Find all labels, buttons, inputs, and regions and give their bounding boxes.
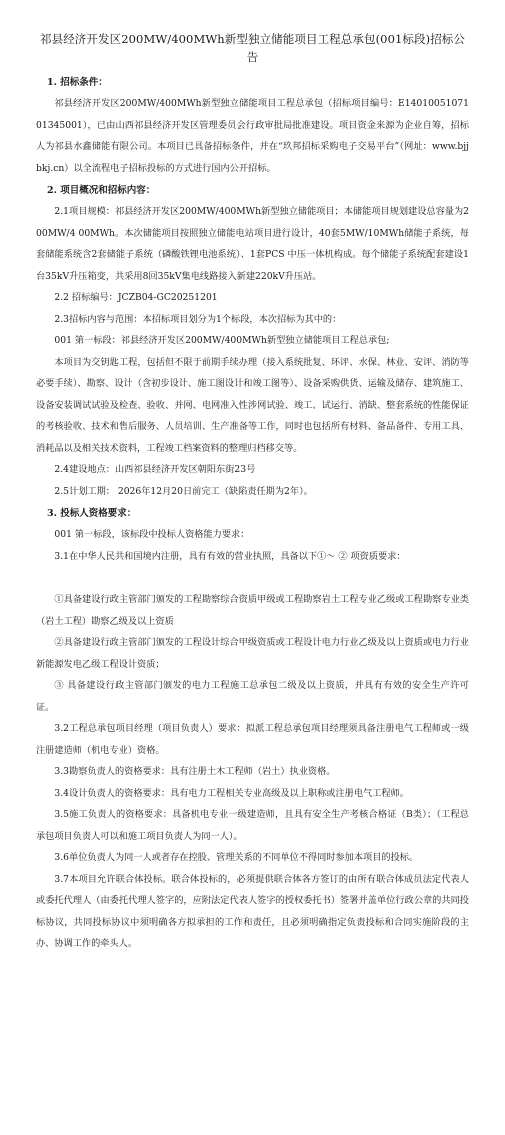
section-heading: 1. 招标条件： bbox=[47, 77, 108, 88]
document-title: 祁县经济开发区200MW/400MWh新型独立储能项目工程总承包(001标段)招标公告 bbox=[40, 32, 465, 64]
paragraph: 2.4建设地点：山西祁县经济开发区朝阳东街23号 bbox=[54, 464, 256, 475]
paragraph: 3.3勘察负责人的资格要求：具有注册土木工程师（岩土）执业资格。 bbox=[54, 766, 336, 777]
paragraph: 2.3招标内容与范围：本招标项目划分为1个标段，本次招标为其中的： bbox=[54, 313, 342, 325]
paragraph: ②具备建设行政主管部门颁发的工程设计综合甲级资质或工程设计电力行业乙级及以上资质或电力行业新能源发电乙级工程设计资质； bbox=[36, 637, 469, 670]
blank-line bbox=[36, 567, 469, 589]
paragraph: 2.2 招标编号：JCZB04-GC20251201 bbox=[54, 292, 218, 303]
section-heading: 2. 项目概况和招标内容： bbox=[47, 185, 156, 196]
paragraph: 001 第一标段，该标段中投标人资格能力要求： bbox=[54, 529, 250, 540]
paragraph: ③ 具备建设行政主管部门颁发的电力工程施工总承包二级及以上资质，并具有有效的安全生产许可证。 bbox=[36, 680, 469, 713]
paragraph: 3.4设计负责人的资格要求：具有电力工程相关专业高级及以上职称或注册电气工程师。 bbox=[54, 787, 409, 799]
paragraph: ①具备建设行政主管部门颁发的工程勘察综合资质甲级或工程勘察岩土工程专业乙级或工程勘察专业类（岩土工程）勘察乙级及以上资质 bbox=[36, 594, 469, 627]
paragraph: 3.2工程总承包项目经理（项目负责人）要求：拟派工程总承包项目经理须具备注册电气工程师或一级注册建造师（机电专业）资格。 bbox=[36, 723, 469, 756]
document-body bbox=[36, 74, 469, 955]
paragraph: 祁县经济开发区200MW/400MWh新型独立储能项目工程总承包（招标项目编号：E1401005107101345001），已由山西祁县经济开发区管理委员会行政审批局批准建设。项目资金来源为企业自筹，招标人为祁县水鑫储能有限公司。本项目已具备招标条件，并在“玖邦招标采购电子交易平台”（网址：www.bjjbkj.cn）以全流程电子招标投标的方式进行国内公开招标。 bbox=[36, 98, 469, 174]
paragraph: 3.7本项目允许联合体投标。联合体投标的，必须提供联合体各方签订的由所有联合体成员法定代表人或委托代理人（由委托代理人签字的，应附法定代表人签字的授权委托书）签署并盖单位行政公章的共同投标协议，共同投标协议中须明确各方拟承担的工作和责任，且必须明确指定负责投标和合同实施阶段的主办、协调工作的牵头人。 bbox=[36, 873, 469, 949]
paragraph: 3.6单位负责人为同一人或者存在控股、管理关系的不同单位不得同时参加本项目的投标。 bbox=[54, 852, 419, 863]
paragraph: 2.1项目规模：祁县经济开发区200MW/400MWh新型独立储能项目；本储能项目规划建设总容量为200MW/4 00MWh。本次储能项目按照独立储能电站项目进行设计，40套5MW/10MWh储能子系统，每套储能系统含2套储能子系统（磷酸铁锂电池系统）、1套PCS 中压一体机构成。每个储能子系统配套建设1台35kV升压箱变，共采用8回35kV集电线路接入新建220kV升压站。 bbox=[36, 206, 470, 282]
paragraph: 3.1在中华人民共和国境内注册，具有有效的营业执照，具备以下①～ ② 项资质要求： bbox=[54, 550, 406, 562]
section-heading: 3. 投标人资格要求： bbox=[47, 508, 137, 519]
paragraph: 3.5施工负责人的资格要求：具备机电专业一级建造师，且具有安全生产考核合格证（B类）；（工程总承包项目负责人可以和施工项目负责人为同一人）。 bbox=[36, 809, 469, 842]
paragraph: 2.5计划工期： 2026年12月20日前完工（缺陷责任期为2年）。 bbox=[54, 485, 313, 497]
paragraph: 本项目为交钥匙工程，包括但不限于前期手续办理（接入系统批复、环评、水保、林业、安评、消防等必要手续）、勘察、设计（含初步设计、施工图设计和竣工图等）、设备采购供货、运输及储存、建筑施工、设备安装调试试验及检查、验收、并网、电网准入性涉网试验、竣工、试运行、消缺、整套系统的性能保证的考核验收、技术和售后服务、人员培训、生产准备等工作，同时也包括所有材料、备品备件、专用工具、消耗品以及相关技术资料，工程竣工档案资料的整理归档移交等。 bbox=[36, 356, 469, 454]
paragraph: 001 第一标段：祁县经济开发区200MW/400MWh新型独立储能项目工程总承包; bbox=[54, 335, 390, 346]
